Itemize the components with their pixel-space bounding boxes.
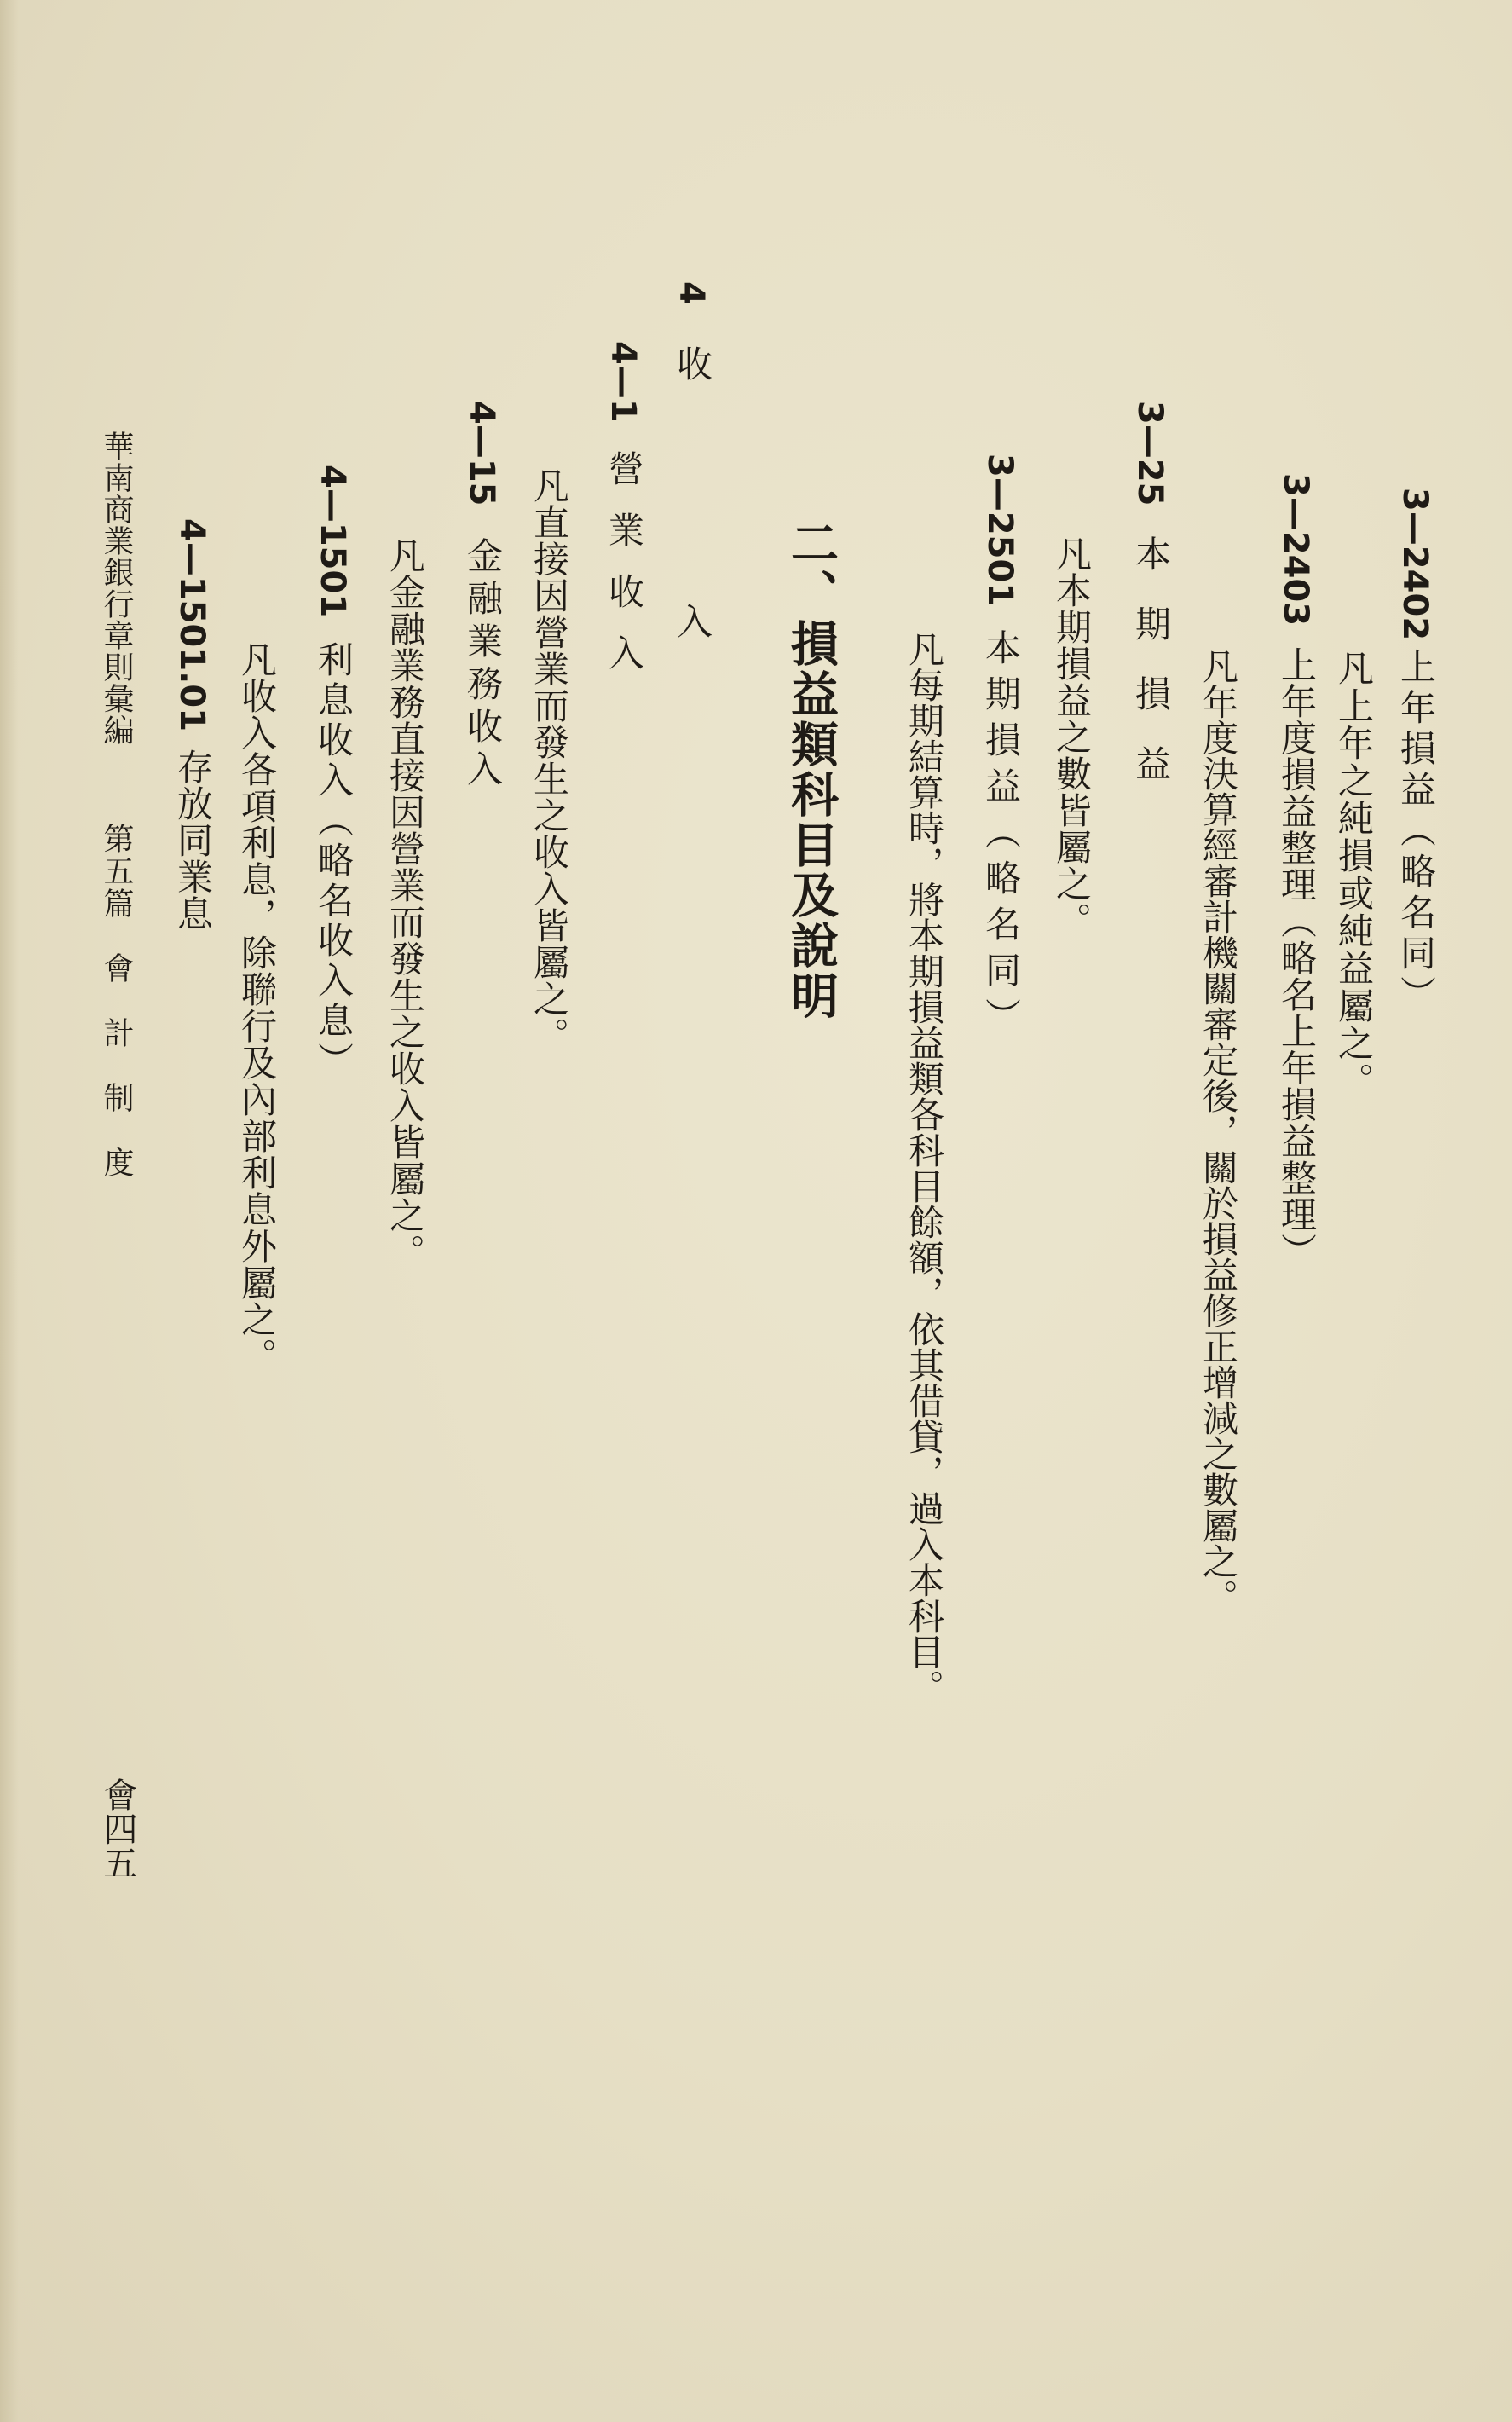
page-number: 會四五: [98, 1777, 137, 1880]
entry-desc-4-1: 凡直接因營業而發生之收入皆屬之。: [528, 467, 570, 1054]
entry-title-4-1501-01: 存放同業息: [172, 749, 214, 932]
entry-title-3-2501: 本期損益（略名同）: [980, 629, 1022, 1043]
entry-title-4: 收入: [672, 345, 713, 860]
entry-desc-4-15: 凡金融業務直接因營業而發生之收入皆屬之。: [384, 537, 426, 1270]
entry-code-4-1501: 4—1501: [313, 465, 352, 618]
entry-code-3-2402: 3—2402: [1395, 488, 1434, 641]
entry-code-4-1501-01: 4—1501.01: [172, 518, 211, 732]
chapter-title: 第五篇 會 計 制 度: [99, 823, 134, 1179]
entry-desc-3-25: 凡本期損益之數皆屬之。: [1051, 535, 1093, 939]
entry-title-3-2402: 上年損益（略名同）: [1395, 648, 1437, 1016]
entry-desc-3-2402: 凡上年之純損或純益屬之。: [1333, 650, 1375, 1100]
entry-title-3-25: 本期損益: [1130, 535, 1172, 815]
entry-desc-3-2403: 凡年度決算經審計機關審定後，關於損益修正增減之數屬之。: [1197, 648, 1239, 1615]
entry-code-4: 4: [672, 281, 711, 305]
entry-code-4-1: 4—1: [603, 341, 643, 423]
page-edge-shadow: [0, 0, 19, 2422]
book-title: 華南商業銀行章則彙編: [99, 431, 134, 746]
entry-code-4-15: 4—15: [462, 401, 501, 506]
entry-title-4-15: 金融業務收入: [462, 537, 504, 793]
entry-desc-4-1501: 凡收入各項利息，除聯行及內部利息外屬之。: [236, 641, 278, 1374]
entry-desc-3-2501: 凡每期結算時，將本期損益類各科目餘額，依其借貸，過入本科目。: [903, 631, 945, 1705]
entry-title-4-1: 營業收入: [603, 450, 645, 696]
entry-code-3-25: 3—25: [1130, 401, 1169, 506]
entry-code-3-2403: 3—2403: [1276, 473, 1315, 627]
entry-title-3-2403: 上年度損益整理（略名上年損益整理）: [1276, 646, 1318, 1269]
entry-title-4-1501: 利息收入（略名收入息）: [313, 641, 355, 1082]
section-heading: 二、損益類科目及說明: [783, 518, 840, 1021]
entry-code-3-2501: 3—2501: [980, 454, 1019, 607]
